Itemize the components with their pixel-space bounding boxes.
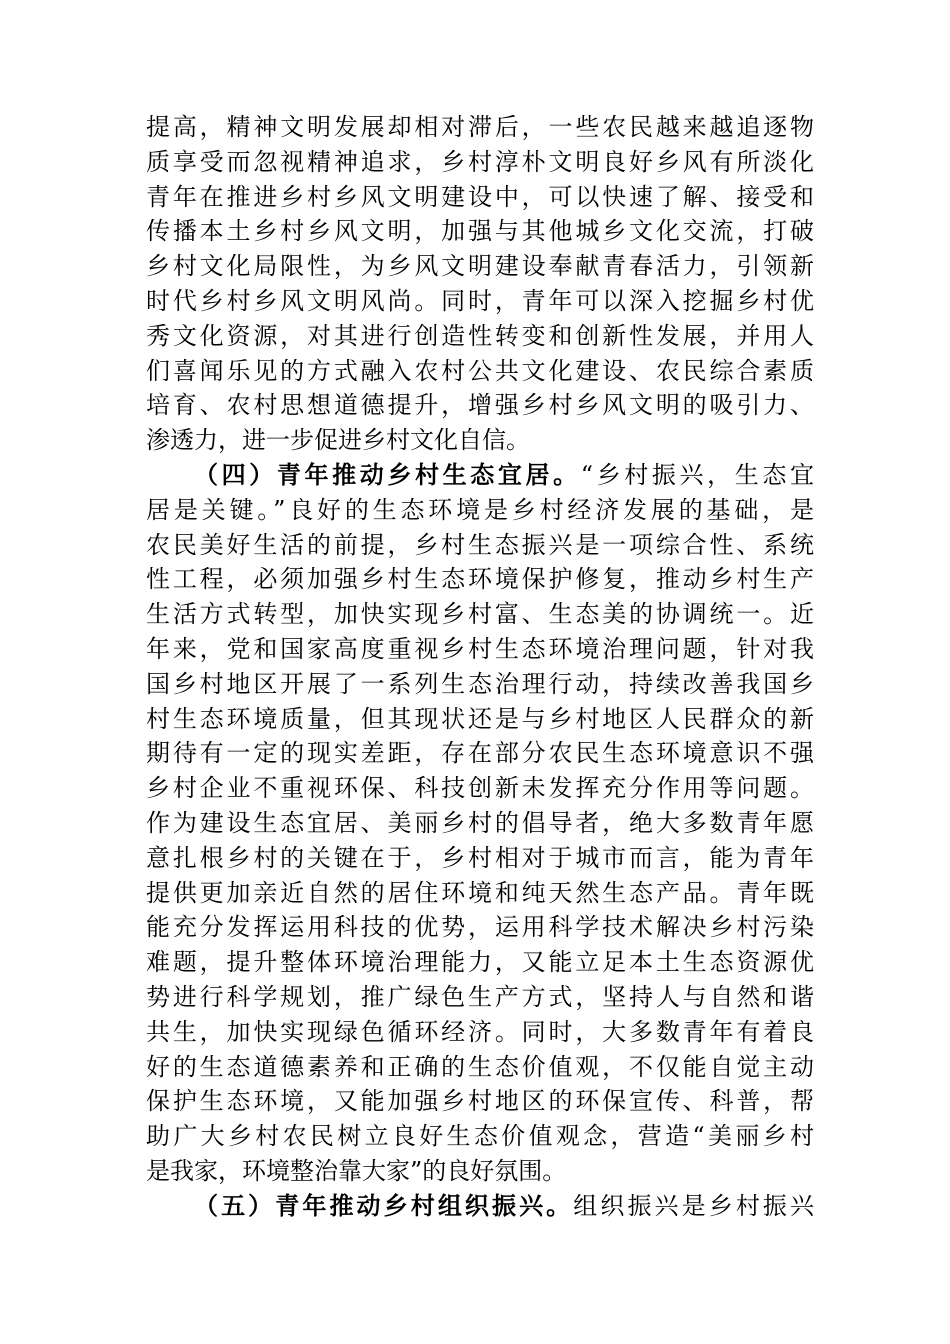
text-line: 助广大乡村农民树立良好生态价值观念，营造“美丽乡村 [146, 1122, 814, 1151]
section-heading-line [146, 1189, 814, 1224]
text-line: 难题，提升整体环境治理能力，又能立足本土生态资源优 [146, 948, 814, 977]
section-heading-line [146, 458, 814, 493]
text-line: 年来，党和国家高度重视乡村生态环境治理问题，针对我 [146, 634, 814, 663]
document-body [146, 110, 814, 1224]
text-line: 共生，加快实现绿色循环经济。同时，大多数青年有着良 [146, 1017, 814, 1046]
text-line: 居是关键。”良好的生态环境是乡村经济发展的基础，是 [146, 495, 814, 524]
text-line: 能充分发挥运用科技的优势，运用科学技术解决乡村污染 [146, 913, 814, 942]
text-line: 意扎根乡村的关键在于，乡村相对于城市而言，能为青年 [146, 843, 814, 872]
text-line: 们喜闻乐见的方式融入农村公共文化建设、农民综合素质 [146, 356, 814, 385]
text-line: 期待有一定的现实差距，存在部分农民生态环境意识不强 [146, 739, 814, 768]
text-line: 村生态环境质量，但其现状还是与乡村地区人民群众的新 [146, 704, 814, 733]
text-line: 培育、农村思想道德提升，增强乡村乡风文明的吸引力、 [146, 391, 814, 420]
text-line: 保护生态环境，又能加强乡村地区的环保宣传、科普，帮 [146, 1087, 814, 1116]
text-line: 农民美好生活的前提，乡村生态振兴是一项综合性、系统 [146, 530, 814, 559]
text-line: 势进行科学规划，推广绿色生产方式，坚持人与自然和谐 [146, 982, 814, 1011]
text-line: 传播本土乡村乡风文明，加强与其他城乡文化交流，打破 [146, 217, 814, 246]
text-line: 是我家，环境整治靠大家”的良好氛围。 [146, 1156, 567, 1185]
text-line: 青年在推进乡村乡风文明建设中，可以快速了解、接受和 [146, 182, 814, 211]
text-fragment: 组织振兴是乡村振兴 [573, 1191, 814, 1220]
text-line: 渗透力，进一步促进乡村文化自信。 [146, 426, 530, 455]
text-line: 秀文化资源，对其进行创造性转变和创新性发展，并用人 [146, 321, 814, 350]
text-line: 作为建设生态宜居、美丽乡村的倡导者，绝大多数青年愿 [146, 808, 814, 837]
text-line: 时代乡村乡风文明风尚。同时，青年可以深入挖掘乡村优 [146, 286, 814, 315]
text-line: 乡村文化局限性，为乡风文明建设奉献青春活力，引领新 [146, 252, 814, 281]
text-line: 性工程，必须加强乡村生态环境保护修复，推动乡村生产 [146, 565, 814, 594]
text-line: 生活方式转型，加快实现乡村富、生态美的协调统一。近 [146, 600, 814, 629]
text-line: 国乡村地区开展了一系列生态治理行动，持续改善我国乡 [146, 669, 814, 698]
text-line: 乡村企业不重视环保、科技创新未发挥充分作用等问题。 [146, 774, 814, 803]
text-line: 好的生态道德素养和正确的生态价值观，不仅能自觉主动 [146, 1052, 814, 1081]
text-line: 提供更加亲近自然的居住环境和纯天然生态产品。青年既 [146, 878, 814, 907]
text-fragment: “乡村振兴，生态宜 [580, 460, 814, 489]
text-line: 质享受而忽视精神追求，乡村淳朴文明良好乡风有所淡化 [146, 147, 814, 176]
text-line: 提高，精神文明发展却相对滞后，一些农民越来越追逐物 [146, 113, 814, 141]
section-heading: （五）青年推动乡村组织振兴。 [194, 1190, 574, 1220]
section-heading: （四）青年推动乡村生态宜居。 [194, 459, 581, 489]
